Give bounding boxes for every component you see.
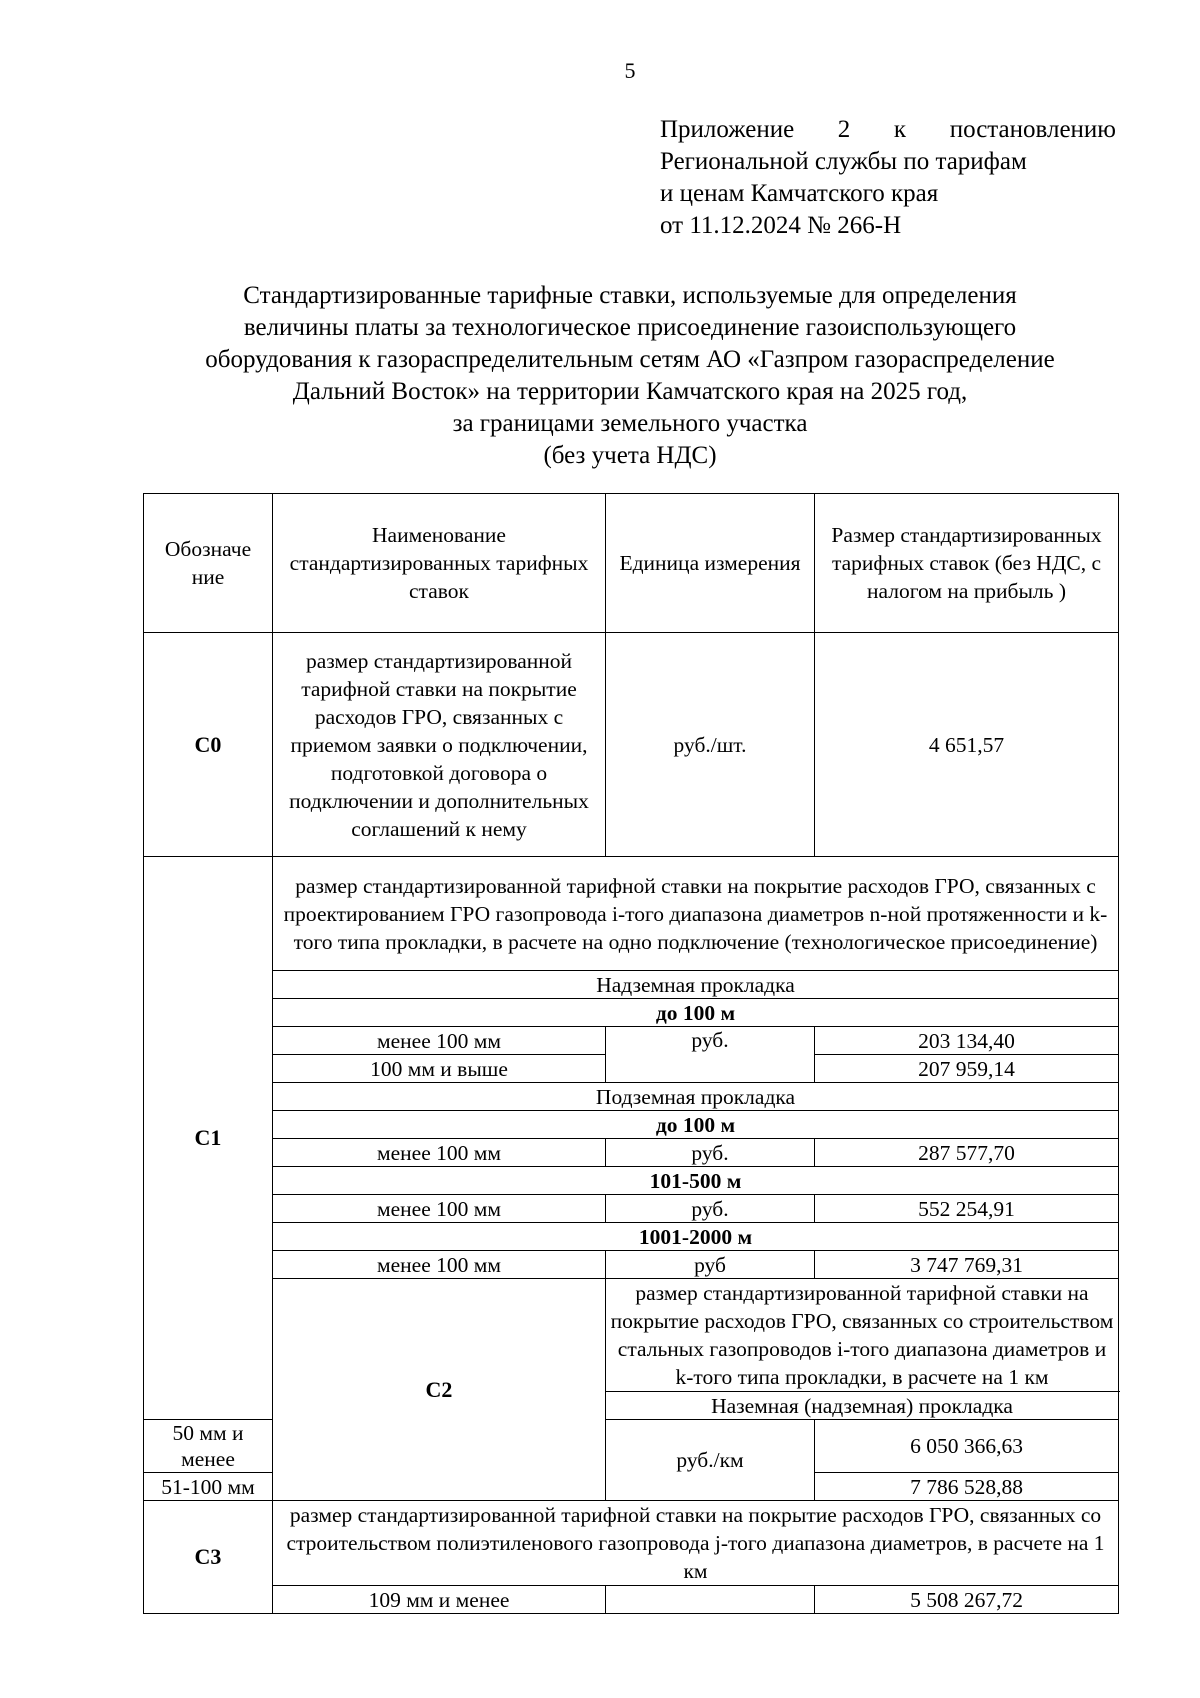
diameter-cell: 50 мм и менее <box>144 1420 273 1473</box>
value-cell: 552 254,91 <box>815 1195 1119 1223</box>
header-code: Обозначе ние <box>144 494 273 633</box>
title-line: оборудования к газораспределительным сетям АО «Газпром газораспределение <box>205 346 1055 373</box>
table-row-c2-description <box>144 1279 1119 1392</box>
unit-cell: руб <box>606 1251 815 1279</box>
table-row <box>144 1083 1119 1111</box>
header-unit: Единица измерения <box>606 494 815 633</box>
unit-cell: руб./км <box>606 1420 815 1501</box>
table-row <box>144 971 1119 999</box>
value-c0: 4 651,57 <box>815 633 1119 857</box>
table-row-c1-description <box>144 857 1119 971</box>
diameter-cell: 109 мм и менее <box>273 1586 606 1614</box>
description-c1: размер стандартизированной тарифной ставки на покрытие расходов ГРО, связанных с проектированием ГРО газопровода i-того диапазона диаметров n-ной протяженности и k-того типа прокладки, в расчете на одно подключение (технологическое присоединение) <box>273 857 1119 971</box>
page-number: 5 <box>624 58 636 83</box>
range-label: 101-500 м <box>273 1167 1119 1195</box>
range-label: 1001-2000 м <box>273 1223 1119 1251</box>
diameter-cell: менее 100 мм <box>273 1027 606 1055</box>
title-line: Дальний Восток» на территории Камчатского края на 2025 год, <box>292 378 968 405</box>
appendix-note <box>660 114 1116 242</box>
tariff-table <box>143 493 1119 1614</box>
value-cell: 207 959,14 <box>815 1055 1119 1083</box>
table-row <box>144 1111 1119 1139</box>
appendix-line: и ценам Камчатского края <box>660 180 939 207</box>
unit-cell: руб. <box>606 1139 815 1167</box>
unit-c0: руб./шт. <box>606 633 815 857</box>
description-c3: размер стандартизированной тарифной ставки на покрытие расходов ГРО, связанных со строительством полиэтиленового газопровода j-того диапазона диаметров, в расчете на 1 км <box>273 1501 1119 1586</box>
appendix-line: Приложение 2 к постановлению <box>660 116 1116 143</box>
code-c0: С0 <box>144 633 273 857</box>
value-cell: 287 577,70 <box>815 1139 1119 1167</box>
table-row-c0 <box>144 633 1119 857</box>
diameter-cell: менее 100 мм <box>273 1195 606 1223</box>
table-row <box>144 1586 1119 1614</box>
section-label: Подземная прокладка <box>273 1083 1119 1111</box>
value-cell: 3 747 769,31 <box>815 1251 1119 1279</box>
title-line: за границами земельного участка <box>452 410 808 437</box>
code-c1: С1 <box>144 857 273 1420</box>
value-cell: 7 786 528,88 <box>815 1473 1119 1501</box>
diameter-cell: менее 100 мм <box>273 1251 606 1279</box>
table-row <box>144 1167 1119 1195</box>
range-label: до 100 м <box>273 1111 1119 1139</box>
header-name: Наименование стандартизированных тарифных ставок <box>273 494 606 633</box>
header-value: Размер стандартизированных тарифных ставок (без НДС, с налогом на прибыль ) <box>815 494 1119 633</box>
code-c2: С2 <box>273 1279 606 1501</box>
range-label: до 100 м <box>273 999 1119 1027</box>
table-row <box>144 1251 1119 1279</box>
value-cell: 203 134,40 <box>815 1027 1119 1055</box>
table-row <box>144 1223 1119 1251</box>
code-c3: С3 <box>144 1501 273 1614</box>
description-c2: размер стандартизированной тарифной ставки на покрытие расходов ГРО, связанных со строительством стальных газопроводов i-того диапазона диаметров и k-того типа прокладки, в расчете на 1 км <box>606 1279 1119 1392</box>
table-row <box>144 1139 1119 1167</box>
value-cell: 5 508 267,72 <box>815 1586 1119 1614</box>
diameter-cell: 51-100 мм <box>144 1473 273 1501</box>
unit-cell: руб. <box>606 1195 815 1223</box>
value-cell: 6 050 366,63 <box>815 1420 1119 1473</box>
table-row <box>144 1027 1119 1055</box>
title-line: (без учета НДС) <box>543 442 717 469</box>
unit-cell <box>606 1586 815 1614</box>
diameter-cell: 100 мм и выше <box>273 1055 606 1083</box>
title-line: Стандартизированные тарифные ставки, используемые для определения <box>243 282 1017 309</box>
appendix-line: Региональной службы по тарифам <box>660 148 1027 175</box>
description-c0: размер стандартизированной тарифной ставки на покрытие расходов ГРО, связанных с приемом заявки о подключении, подготовкой договора о подключении и дополнительных соглашений к нему <box>273 633 606 857</box>
section-label: Надземная прокладка <box>273 971 1119 999</box>
title-line: величины платы за технологическое присоединение газоиспользующего <box>243 314 1017 341</box>
table-row <box>144 1195 1119 1223</box>
section-label: Наземная (надземная) прокладка <box>606 1392 1119 1420</box>
table-row <box>144 999 1119 1027</box>
table-row-c3-description <box>144 1501 1119 1586</box>
diameter-cell: менее 100 мм <box>273 1139 606 1167</box>
table-header-row <box>144 494 1119 633</box>
document-title <box>130 280 1130 472</box>
unit-cell: руб. <box>606 1027 815 1083</box>
appendix-line: от 11.12.2024 № 266-Н <box>660 212 902 239</box>
